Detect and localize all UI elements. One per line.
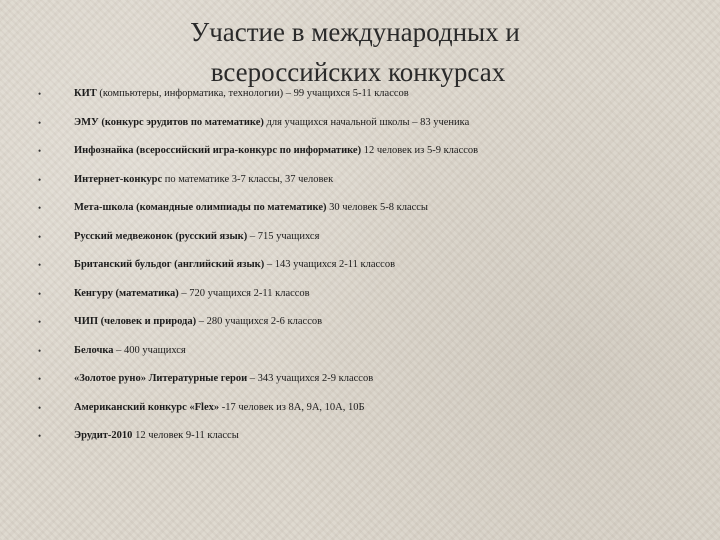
- bullet-icon: •: [38, 345, 42, 356]
- item-details: – 343 учащихся 2-9 классов: [247, 373, 374, 384]
- bullet-icon: •: [38, 117, 42, 128]
- list-item: [38, 251, 708, 280]
- item-name: Инфознайка (всероссийский игра-конкурс по информатике): [74, 145, 362, 156]
- contest-list: [38, 80, 708, 451]
- list-item: [38, 365, 708, 394]
- bullet-icon: •: [38, 203, 42, 213]
- list-item: [38, 337, 708, 366]
- bullet-icon: •: [38, 431, 42, 441]
- item-name: Эрудит-2010: [74, 430, 133, 441]
- item-details: 12 человек из 5-9 классов: [361, 145, 479, 156]
- item-details: для учащихся начальной школы – 83 ученика: [263, 116, 470, 128]
- list-item-text: [74, 166, 333, 195]
- list-item-text: [74, 109, 469, 138]
- list-item-text: [74, 280, 310, 309]
- list-item: [38, 109, 708, 138]
- item-name: Интернет-конкурс: [74, 173, 163, 185]
- item-name: Белочка: [74, 344, 114, 356]
- item-details: (компьютеры, информатика, технологии) – 99 учащихся 5-11 классов: [96, 88, 409, 99]
- list-item-text: [74, 137, 478, 166]
- bullet-icon: •: [38, 288, 42, 299]
- list-item-text: [74, 337, 186, 366]
- item-details: – 715 учащихся: [247, 230, 320, 242]
- item-details: 12 человек 9-11 классы: [132, 430, 239, 441]
- list-item-text: [74, 308, 322, 337]
- bullet-icon: •: [38, 374, 42, 384]
- item-details: 30 человек 5-8 классы: [326, 202, 428, 213]
- bullet-icon: •: [38, 260, 42, 270]
- list-item-text: [74, 422, 239, 451]
- item-name: Британский бульдог (английский язык): [74, 259, 265, 270]
- item-name: Американский конкурс «Flex»: [74, 401, 220, 413]
- bullet-icon: •: [38, 146, 42, 156]
- item-name: «Золотое руно» Литературные герои: [74, 373, 248, 384]
- list-item-text: [74, 394, 365, 423]
- bullet-icon: •: [38, 89, 42, 99]
- list-item: [38, 223, 708, 252]
- list-item: [38, 394, 708, 423]
- list-item: [38, 80, 708, 109]
- list-item: [38, 280, 708, 309]
- list-item: [38, 308, 708, 337]
- item-details: – 720 учащихся 2-11 классов: [178, 287, 310, 299]
- item-name: ЭМУ (конкурс эрудитов по математике): [74, 116, 264, 128]
- item-name: Мета-школа (командные олимпиады по математике): [74, 202, 327, 213]
- item-details: – 280 учащихся 2-6 классов: [196, 316, 323, 327]
- list-item: [38, 137, 708, 166]
- item-name: Русский медвежонок (русский язык): [74, 230, 248, 242]
- item-name: КИТ: [74, 88, 97, 99]
- list-item-text: [74, 365, 373, 394]
- item-details: -17 человек из 8А, 9А, 10А, 10Б: [219, 401, 365, 413]
- bullet-icon: •: [38, 402, 42, 413]
- list-item: [38, 166, 708, 195]
- item-details: по математике 3-7 классы, 37 человек: [162, 173, 334, 185]
- list-item: [38, 422, 708, 451]
- slide-title-line-1: Участие в международных и: [190, 17, 520, 47]
- item-name: ЧИП (человек и природа): [74, 316, 197, 327]
- list-item-text: [74, 80, 409, 109]
- list-item: [38, 194, 708, 223]
- item-details: – 400 учащихся: [113, 344, 186, 356]
- bullet-icon: •: [38, 317, 42, 327]
- list-item-text: [74, 251, 395, 280]
- item-details: – 143 учащихся 2-11 классов: [264, 259, 396, 270]
- bullet-icon: •: [38, 174, 42, 185]
- bullet-icon: •: [38, 231, 42, 242]
- slide-title-line-2: всероссийских конкурсах: [210, 57, 506, 87]
- list-item-text: [74, 223, 319, 252]
- list-item-text: [74, 194, 428, 223]
- item-name: Кенгуру (математика): [74, 287, 179, 299]
